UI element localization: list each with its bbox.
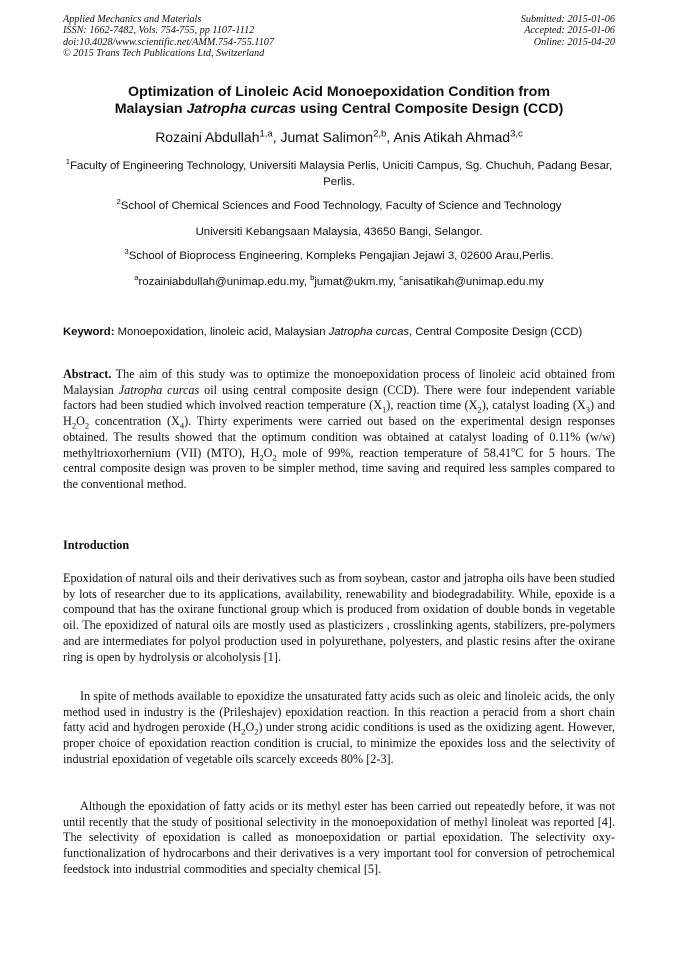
title-line-2 <box>40 101 638 118</box>
affiliation-2 <box>60 198 618 214</box>
abstract-text: concentration (X <box>89 414 180 429</box>
paragraph-text: ) under strong acidic conditions is used as the oxidizing agent. However, proper choice of epoxidation reaction condition is crucial, to minimize the epoxides loss and the selectivity of industrial epoxidation of vegetable oils scarcely exceeds 80% [2-3]. <box>63 720 615 766</box>
online-date: Online: 2015-04-20 <box>533 36 615 48</box>
author-affiliation-mark: 3,c <box>510 128 523 140</box>
subscript: 2 <box>84 420 90 431</box>
author-name: Jumat Salimon <box>280 129 374 145</box>
affiliation-text: School of Chemical Sciences and Food Technology, Faculty of Science and Technology <box>120 200 562 212</box>
subscript: 2 <box>272 451 277 462</box>
accepted-date: Accepted: 2015-01-06 <box>524 25 615 37</box>
affiliation-mark: 1 <box>65 157 71 167</box>
abstract-species: Jatropha curcas <box>118 382 200 397</box>
title-text: using Central Composite Design (CCD) <box>296 101 564 117</box>
subscript: 2 <box>71 420 77 431</box>
title-text: Malaysian <box>114 101 187 117</box>
affiliation-text: Faculty of Engineering Technology, Universiti Malaysia Perlis, Uniciti Campus, Sg. Chuchuh, Padang Besar, Perlis. <box>70 160 613 188</box>
abstract-text: oil using central composite design (CCD). There were four independent variable factors had been studied which involved reaction temperature (X <box>63 382 615 413</box>
paragraph-text: In spite of methods available to epoxidize the unsaturated fatty acids such as oleic and linoleic acids, the only method used in industry is the (Prileshajev) epoxidation reaction. In this reaction a peracid from a short chain fatty acid and hydrogen peroxide (H <box>63 689 615 735</box>
abstract-text: mole of 99%, reaction temperature of 58.41 <box>276 445 512 460</box>
intro-paragraph-3: Although the epoxidation of fatty acids or its methyl ester has been carried out repeatedly before, it was not until recently that the study of positional selectivity in the monoepoxidation of methyl linoleat was reported [4]. The selectivity of epoxidation is called as monoepoxidation or partial epoxidation. The selectivity oxy-functionalization of hydrocarbons and their derivatives is a very important tool for conversion of petrochemical feedstock into industrial commodities and specialty chemical [5]. <box>63 799 615 876</box>
section-heading-introduction: Introduction <box>63 538 130 552</box>
abstract-text: ). Thirty experiments were carried out based on the experimental design responses obtained. The results showed that the optimum condition was obtained at catalyst loading of 0.11% (w/w) methyltrioxorhernium (VII) (MTO), H <box>63 414 615 460</box>
author-list <box>40 128 638 146</box>
keyword-text: , Central Composite Design (CCD) <box>409 326 583 338</box>
email-separator: , <box>303 276 311 288</box>
email-mark: c <box>399 273 404 283</box>
author-name: Rozaini Abdullah <box>155 129 260 145</box>
affiliation-text: School of Bioprocess Engineering, Kompleks Pengajian Jejawi 3, 02600 Arau,Perlis. <box>128 250 554 262</box>
abstract <box>63 367 615 493</box>
affiliation-text: Universiti Kebangsaan Malaysia, 43650 Bangi, Selangor. <box>195 226 483 238</box>
author-affiliation-mark: 1,a <box>259 128 273 140</box>
title-line-1: Optimization of Linoleic Acid Monoepoxidation Condition from <box>128 84 550 100</box>
author-affiliation-mark: 2,b <box>373 128 387 140</box>
abstract-text: ) and H <box>63 398 616 429</box>
abstract-text: O <box>263 445 273 460</box>
paper-title <box>40 84 638 118</box>
affiliation-3 <box>60 248 618 264</box>
affiliation-mark: 3 <box>124 247 129 257</box>
paragraph-text: O <box>245 720 255 735</box>
keyword-label: Keyword: <box>63 326 115 338</box>
keyword-text: Monoepoxidation, linoleic acid, Malaysian <box>114 326 329 338</box>
abstract-text: ), catalyst loading (X <box>481 398 586 413</box>
author-separator: , <box>272 129 281 145</box>
abstract-text: C for 5 hours. The central composite design was proven to be simpler method, time saving and required less samples compared to the conventional method. <box>63 445 616 491</box>
intro-paragraph-1: Epoxidation of natural oils and their derivatives such as from soybean, castor and jatropha oils have been studied by lots of researcher due to its applications, availability, renewability and biodegradability. While, epoxide is a compound that has the oxirane functional group which is produced from oxidation of double bonds in vegetable oil. The epoxidized of natural oils are mostly used as plasticizers , crosslinking agents, stabilizers, pre-polymers and are intermediates for polyol production used in polyurethane, polyesters, and plastic resins after the oxirane ring is open by hydrolysis or alcoholysis [1]. <box>63 571 615 664</box>
email-address: anisatikah@unimap.edu.my <box>403 276 544 288</box>
journal-doi: doi:10.4028/www.scientific.net/AMM.754-755.1107 <box>63 36 274 48</box>
author-emails <box>60 274 618 290</box>
abstract-text: ), reaction time (X <box>386 398 478 413</box>
abstract-label: Abstract. <box>63 367 112 381</box>
email-address: jumat@ukm.my <box>314 276 393 288</box>
author-name: Anis Atikah Ahmad <box>393 129 511 145</box>
journal-header-right <box>521 14 615 48</box>
intro-paragraph-2 <box>63 689 615 768</box>
subscript: 2 <box>259 451 264 462</box>
title-species: Jatropha curcas <box>186 101 297 117</box>
degree-mark: o <box>511 444 516 454</box>
subscript: 4 <box>179 420 185 431</box>
keyword-species: Jatropha curcas <box>328 326 409 338</box>
subscript: 3 <box>585 404 590 415</box>
abstract-text: O <box>76 414 85 429</box>
journal-copyright: © 2015 Trans Tech Publications Ltd, Switzerland <box>63 48 265 60</box>
abstract-text: The aim of this study was to optimize the monoepoxidation process of linoleic acid obtained from Malaysian <box>63 367 615 397</box>
email-mark: b <box>310 273 315 283</box>
submitted-date: Submitted: 2015-01-06 <box>520 14 615 25</box>
email-address: rozainiabdullah@unimap.edu.my <box>138 276 304 288</box>
subscript: 2 <box>254 726 259 737</box>
email-mark: a <box>134 273 139 283</box>
subscript: 2 <box>477 404 482 415</box>
subscript: 1 <box>382 404 387 415</box>
affiliation-2-cont <box>60 224 618 240</box>
keywords <box>63 325 615 340</box>
journal-header-left <box>63 14 274 60</box>
journal-name: Applied Mechanics and Materials <box>63 14 202 25</box>
subscript: 2 <box>241 726 246 737</box>
email-separator: , <box>392 276 400 288</box>
author-separator: , <box>386 129 394 145</box>
journal-issn: ISSN: 1662-7482, Vols. 754-755, pp 1107-1112 <box>63 25 255 37</box>
affiliation-1 <box>60 158 618 190</box>
affiliation-mark: 2 <box>116 197 121 207</box>
